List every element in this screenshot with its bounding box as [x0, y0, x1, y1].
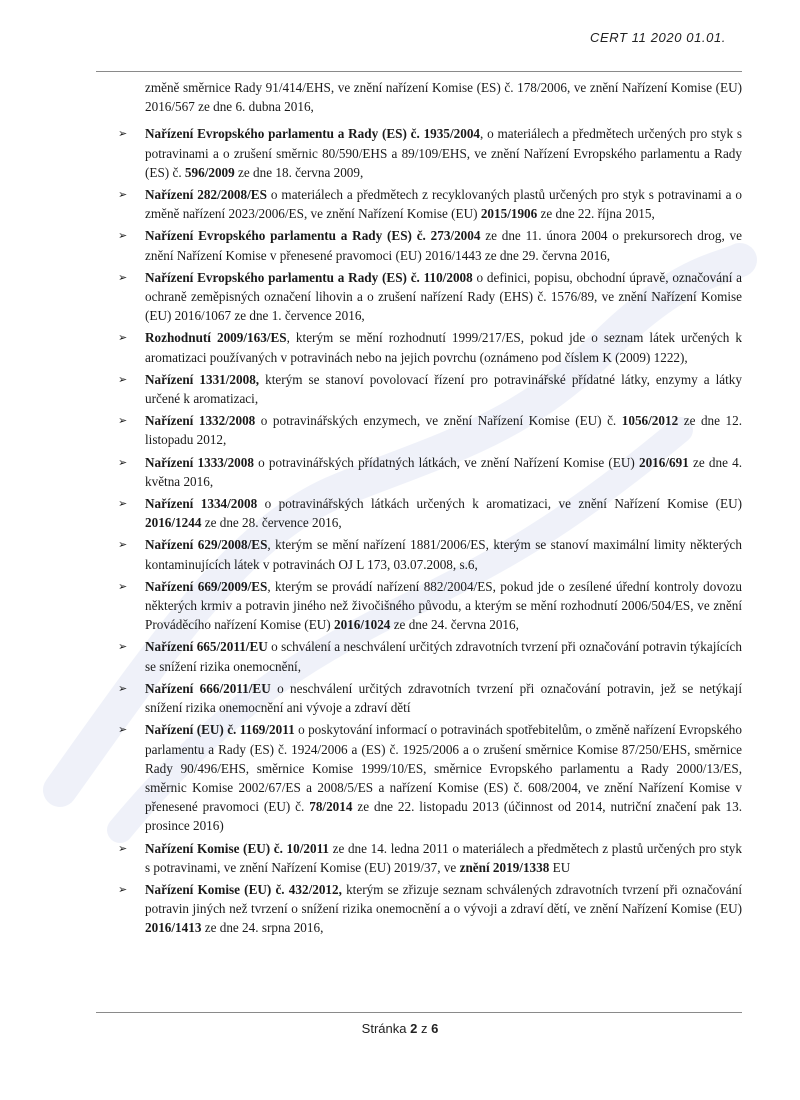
regulation-item [96, 328, 742, 366]
arrow-bullet-icon: ➢ [118, 127, 128, 141]
regulation-item [96, 577, 742, 635]
arrow-bullet-icon: ➢ [118, 723, 128, 737]
regulation-item [96, 185, 742, 223]
regulation-reference: 2015/1906 [480, 206, 538, 222]
regulation-text: kterým se zřizuje seznam schválených zdravotních tvrzení při označování potravin jiných než tvrzení o snížení rizika onemocnění a o vývoji a zdraví dětí, ve znění Nařízení Komise (EU) [145, 881, 742, 917]
regulation-item [96, 124, 742, 182]
regulation-reference: znění 2019/1338 [459, 859, 550, 875]
header-divider [96, 71, 742, 72]
regulation-text: o neschválení určitých zdravotních tvrzení při označování potravin, jež se netýkají snížení rizika onemocnění ani vývoje a zdraví dětí [145, 680, 743, 716]
regulation-text: o potravinářských enzymech, ve znění Nařízení Komise (EU) č. [255, 413, 622, 429]
regulation-reference: Nařízení 1331/2008, [145, 371, 260, 387]
arrow-bullet-icon: ➢ [118, 414, 128, 428]
regulation-reference: 596/2009 [184, 164, 235, 180]
regulation-text: o schválení a neschválení určitých zdravotních tvrzení při označování potravin týkajících se snížení rizika onemocnění, [145, 639, 742, 674]
regulation-list [96, 124, 742, 937]
arrow-bullet-icon: ➢ [118, 455, 128, 469]
regulation-text: o definici, popisu, obchodní úpravě, označování a ochraně zeměpisných označení lihovin a o zrušení nařízení Rady (EHS) č. 1576/89, ve znění Nařízení Komise (EU) 2016/1067 ze dne 1. července 2016, [145, 269, 742, 324]
arrow-bullet-icon: ➢ [118, 882, 128, 896]
regulation-text: ze dne 22. října 2015, [537, 206, 655, 222]
regulation-item [96, 535, 742, 573]
regulation-item [96, 839, 742, 877]
regulation-text: o materiálech a předmětech z recyklovaných plastů určených pro styk s potravinami a o změně nařízení 2023/2006/ES, ve znění Nařízení Komise (EU) [145, 187, 742, 222]
regulation-reference: Rozhodnutí 2009/163/ES [145, 330, 287, 346]
document-reference: CERT 11 2020 01.01. [590, 30, 726, 45]
regulation-reference: 2016/1413 [145, 920, 202, 936]
regulation-reference: Nařízení 1334/2008 [145, 496, 258, 512]
regulation-item [96, 226, 742, 264]
regulation-reference: 1056/2012 [621, 413, 679, 429]
regulation-reference: Nařízení Komise (EU) č. 10/2011 [145, 840, 330, 856]
page-sep: z [420, 1021, 428, 1036]
regulation-reference: 2016/1244 [145, 515, 202, 531]
regulation-item [96, 453, 742, 491]
regulation-text: , kterým se provádí nařízení 882/2004/ES, pokud jde o zesílené úřední kontroly dovozu některých krmiv a potravin jiného než živočišného původu, a kterým se mění rozhodnutí 2006/504/ES, ve znění Prováděcího nařízení Komise (EU) [145, 578, 742, 633]
arrow-bullet-icon: ➢ [118, 681, 128, 695]
regulation-text: EU [549, 859, 571, 875]
regulation-item [96, 880, 742, 938]
regulation-item [96, 370, 742, 408]
regulation-reference: Nařízení 665/2011/EU [145, 639, 268, 655]
intro-paragraph [96, 78, 742, 116]
arrow-bullet-icon: ➢ [118, 372, 128, 386]
footer-divider [96, 1012, 742, 1013]
regulation-reference: Nařízení Evropského parlamentu a Rady (ES) č. 273/2004 [145, 228, 481, 244]
regulation-item [96, 494, 742, 532]
arrow-bullet-icon: ➢ [118, 270, 128, 284]
regulation-item [96, 411, 742, 449]
page-label: Stránka [361, 1021, 407, 1036]
regulation-text: ze dne 18. června 2009, [234, 164, 364, 180]
arrow-bullet-icon: ➢ [118, 841, 128, 855]
regulation-item [96, 637, 742, 675]
regulation-reference: Nařízení Komise (EU) č. 432/2012, [145, 881, 342, 897]
regulation-reference: Nařízení (EU) č. 1169/2011 [145, 722, 295, 738]
page-number: 2 [410, 1021, 418, 1036]
arrow-bullet-icon: ➢ [118, 640, 128, 654]
regulation-text: ze dne 24. června 2016, [390, 617, 519, 633]
regulation-text: ze dne 22. listopadu 2013 (účinnost od 2014, nutriční značení pak 13. prosince 2016) [145, 799, 742, 834]
page-total: 6 [431, 1021, 439, 1036]
regulation-text: o poskytování informací o potravinách spotřebitelům, o změně nařízení Evropského parlamentu a Rady (ES) č. 1924/2006 a (ES) č. 1925/2006 a o zrušení směrnice Komise 87/250/EHS, směrnice Rady 90/496/EHS, směrnice Komise 1999/10/ES, směrnice Evropského parlamentu a Rady 2000/13/ES, směrnic Komise 2002/67/ES a 2008/5/ES a nařízení Komise (ES) č. 608/2004, ve znění Nařízení Komise v přenesené pravomoci (EU) č. [145, 722, 742, 815]
intro-text: změně směrnice Rady 91/414/EHS, ve znění nařízení Komise (ES) č. 178/2006, ve znění Nařízení Komise (EU) 2016/567 ze dne 6. dubna 2016, [145, 80, 742, 115]
regulation-text: ze dne 28. července 2016, [201, 515, 342, 531]
regulation-reference: 2016/1024 [333, 617, 391, 633]
regulation-reference: Nařízení 666/2011/EU [145, 680, 271, 696]
regulation-reference: 2016/691 [638, 454, 689, 470]
arrow-bullet-icon: ➢ [118, 538, 128, 552]
regulation-item [96, 720, 742, 835]
regulation-text: kterým se stanoví povolovací řízení pro potravinářské přídatné látky, enzymy a látky určené k aromatizaci, [145, 371, 742, 407]
regulation-text: , kterým se mění nařízení 1881/2006/ES, kterým se stanoví maximální limity některých kontaminujících látek v potravinách OJ L 173, 03.07.2008, s.6, [145, 537, 742, 572]
regulation-reference: Nařízení 629/2008/ES [145, 537, 268, 553]
regulation-reference: Nařízení 1333/2008 [145, 454, 254, 470]
regulation-item [96, 268, 742, 326]
regulation-text: o potravinářských přídatných látkách, ve znění Nařízení Komise (EU) [253, 454, 639, 470]
regulation-reference: 78/2014 [309, 799, 353, 815]
document-body [96, 78, 742, 941]
regulation-text: , kterým se mění rozhodnutí 1999/217/ES, pokud jde o seznam látek určených k aromatizaci používaných v potravinách nebo na jejich povrchu (oznámeno pod číslem K (2009) 1222), [145, 330, 743, 365]
arrow-bullet-icon: ➢ [118, 497, 128, 511]
regulation-text: ze dne 4. května 2016, [145, 454, 743, 489]
regulation-reference: Nařízení Evropského parlamentu a Rady (ES) č. 1935/2004 [145, 126, 481, 142]
regulation-text: ze dne 24. srpna 2016, [201, 920, 324, 936]
regulation-text: ze dne 11. února 2004 o prekursorech drog, ve znění Nařízení Komise v přenesené pravomoci (EU) 2016/1443 ze dne 29. června 2016, [145, 228, 742, 263]
arrow-bullet-icon: ➢ [118, 579, 128, 593]
page-footer [0, 1021, 800, 1036]
regulation-text: ze dne 14. ledna 2011 o materiálech a předmětech z plastů určených pro styk s potravinami, ve znění Nařízení Komise (EU) 2019/37, ve [145, 840, 742, 875]
regulation-text: ze dne 12. listopadu 2012, [145, 413, 742, 448]
regulation-reference: Nařízení 1332/2008 [145, 413, 256, 429]
regulation-reference: Nařízení Evropského parlamentu a Rady (ES) č. 110/2008 [145, 269, 473, 285]
regulation-reference: Nařízení 282/2008/ES [145, 187, 267, 203]
regulation-text: , o materiálech a předmětech určených pro styk s potravinami a o zrušení směrnic 80/590/EHS a 89/109/EHS, ve znění Nařízení Evropského parlamentu a Rady (ES) č. [145, 126, 742, 180]
regulation-text: o potravinářských látkách určených k aromatizaci, ve znění Nařízení Komise (EU) [257, 496, 742, 512]
arrow-bullet-icon: ➢ [118, 229, 128, 243]
regulation-item [96, 679, 742, 717]
regulation-reference: Nařízení 669/2009/ES [145, 578, 268, 594]
arrow-bullet-icon: ➢ [118, 188, 128, 202]
arrow-bullet-icon: ➢ [118, 331, 128, 345]
